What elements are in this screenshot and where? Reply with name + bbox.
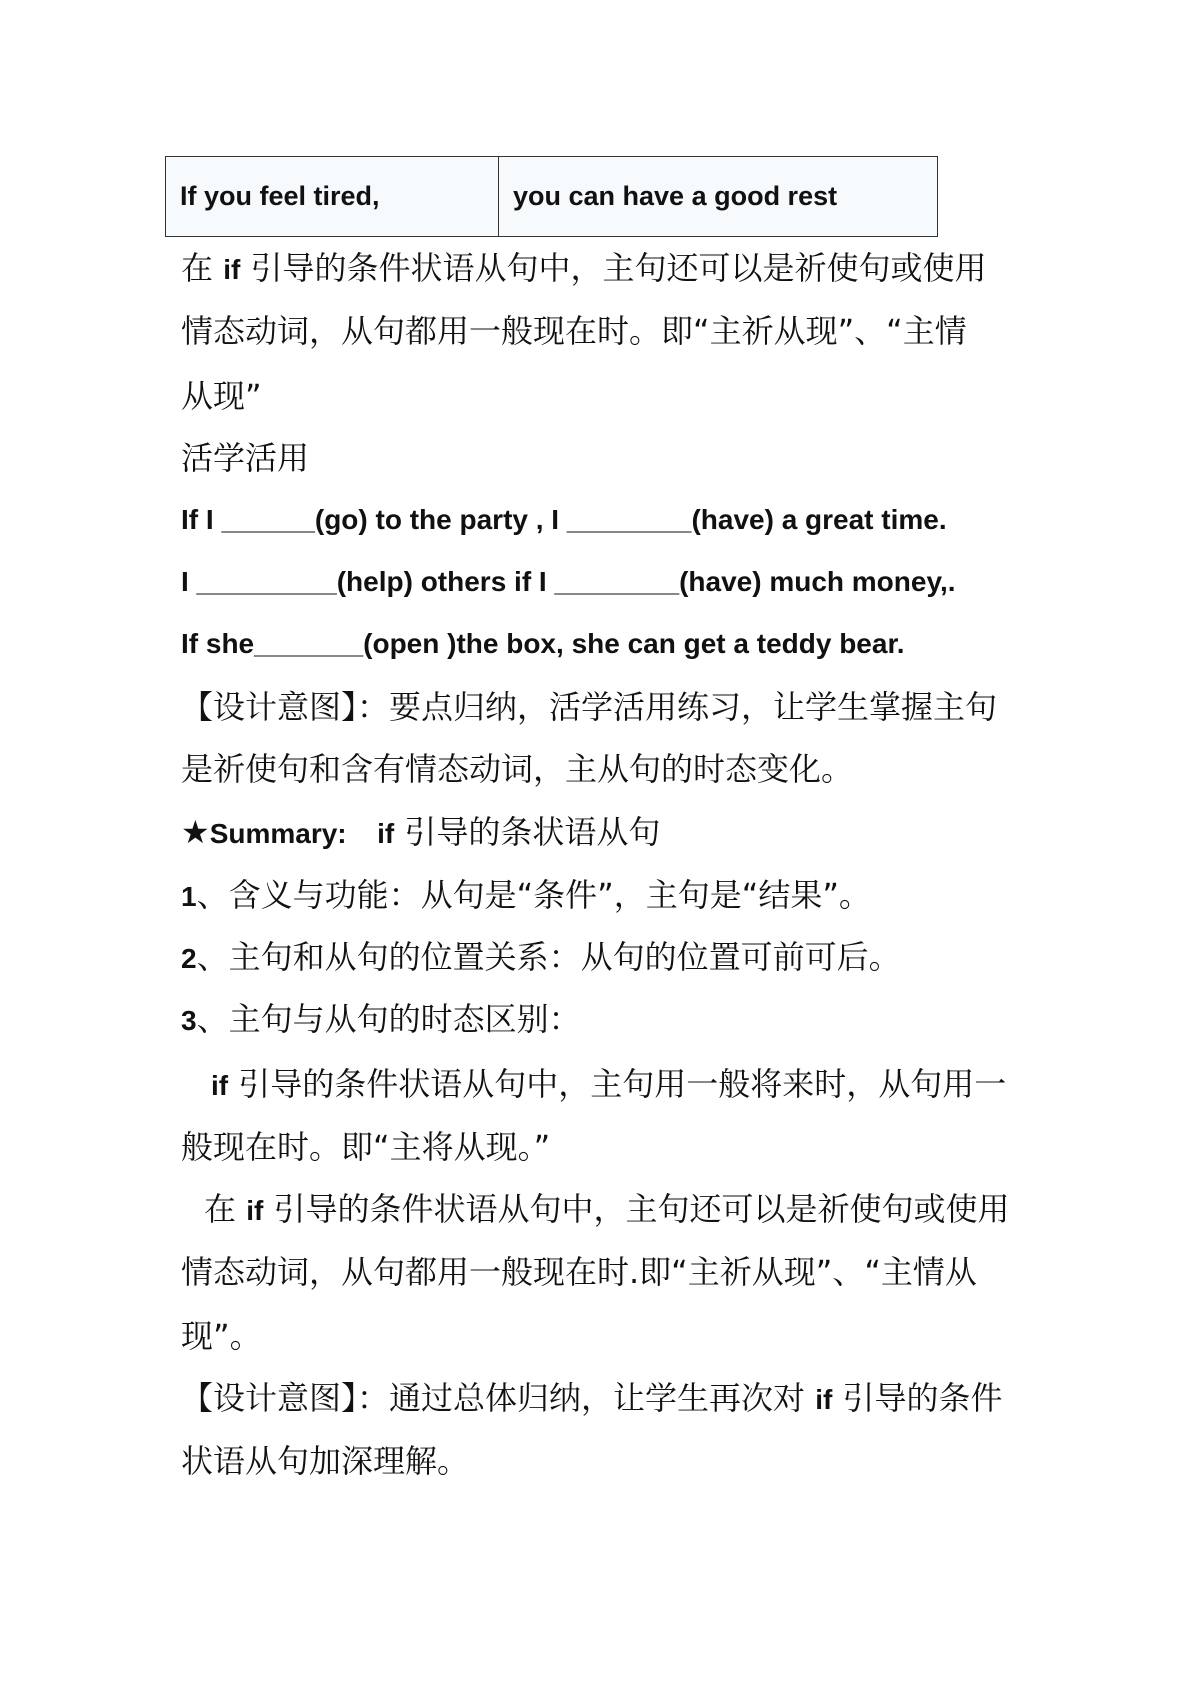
summary-point-1: 1、含义与功能：从句是“条件”，主句是“结果”。: [181, 876, 871, 914]
exercise-2: I _________(help) others if I ________(have) much money,.: [181, 566, 956, 597]
tense-line-1: if 引导的条件状语从句中，主句用一般将来时，从句用一: [211, 1065, 1007, 1103]
design-intent-2-line-1: 【设计意图】：通过总体归纳，让学生再次对 if 引导的条件: [181, 1379, 1003, 1417]
rule2-line-2: 情态动词，从句都用一般现在时.即“主祈从现”、“主情从: [181, 1253, 977, 1291]
rule-line-2: 情态动词，从句都用一般现在时。即“主祈从现”、“主情: [181, 312, 967, 350]
design-intent-1-line-1: 【设计意图】：要点归纳，活学活用练习，让学生掌握主句: [181, 688, 998, 726]
rule2-line-3: 现”。: [181, 1317, 262, 1355]
practice-heading: 活学活用: [181, 439, 310, 477]
design-intent-2-line-2: 状语从句加深理解。: [181, 1442, 470, 1480]
summary-point-3: 3、主句与从句的时态区别：: [181, 1000, 581, 1038]
summary-point-2: 2、主句和从句的位置关系：从句的位置可前可后。: [181, 938, 901, 976]
example-table: [165, 156, 938, 237]
result-cell: you can have a good rest: [499, 157, 938, 237]
table-row: [166, 157, 938, 237]
rule-line-1: 在 if 引导的条件状语从句中，主句还可以是祈使句或使用: [181, 249, 987, 287]
star-icon: ★: [181, 813, 210, 851]
design-intent-1-line-2: 是祈使句和含有情态动词，主从句的时态变化。: [181, 750, 854, 788]
summary-heading: ★Summary: if 引导的条状语从句: [181, 813, 661, 851]
exercise-1: If I ______(go) to the party , I ________(have) a great time.: [181, 504, 947, 535]
tense-line-2: 般现在时。即“主将从现。”: [181, 1128, 551, 1166]
exercise-3: If she_______(open )the box, she can get a teddy bear.: [181, 628, 905, 659]
rule-line-3: 从现”: [181, 377, 262, 415]
condition-cell: If you feel tired,: [166, 157, 499, 237]
rule2-line-1: 在 if 引导的条件状语从句中，主句还可以是祈使句或使用: [204, 1190, 1010, 1228]
